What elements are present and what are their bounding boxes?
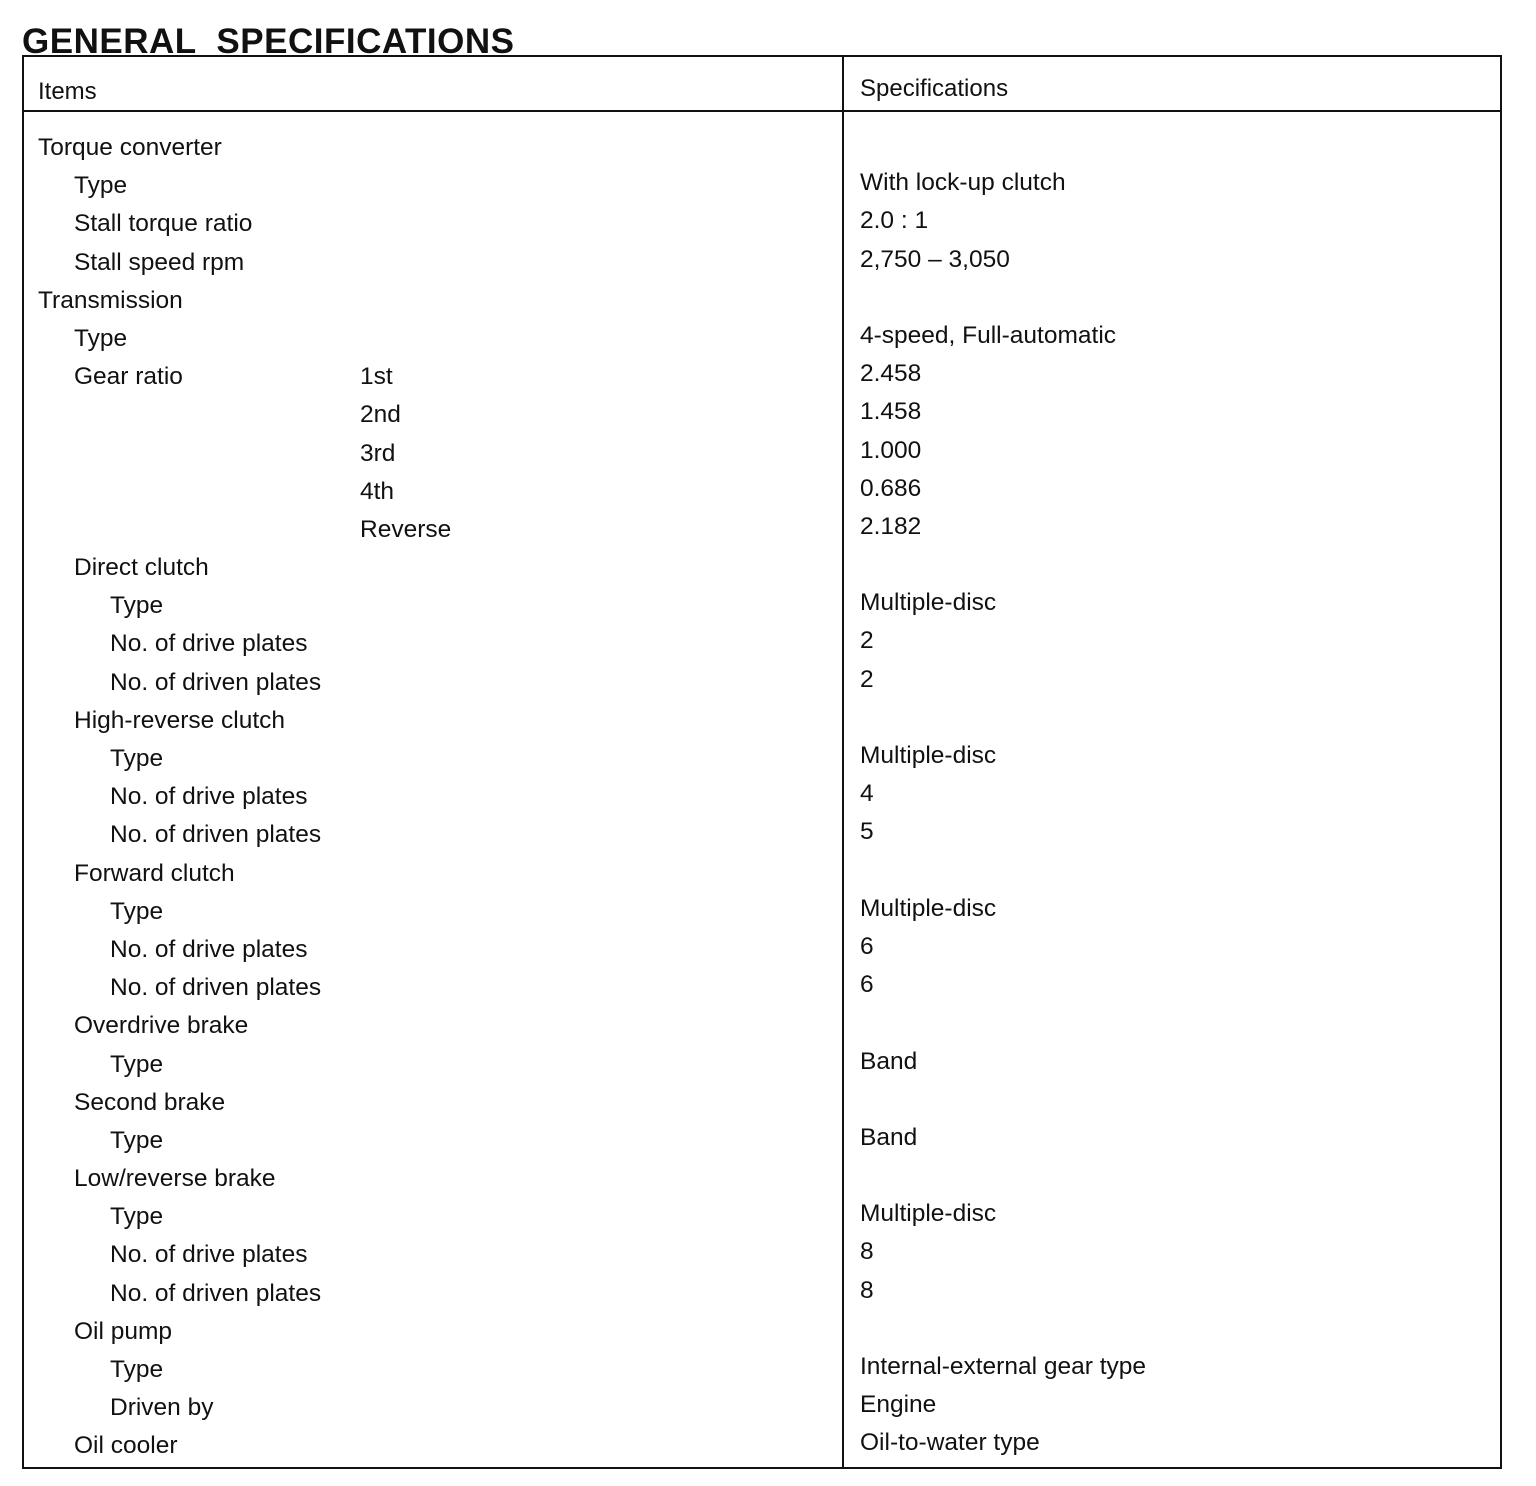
row-item-label: Type <box>110 592 164 620</box>
table-row <box>24 1275 1500 1313</box>
table-row <box>24 205 1500 243</box>
table-row <box>24 396 1500 434</box>
table-row <box>24 740 1500 778</box>
table-row <box>24 969 1500 1007</box>
row-spec-value: Oil-to-water type <box>860 1429 1040 1457</box>
table-row <box>24 129 1500 167</box>
row-item-label: Type <box>110 745 164 772</box>
row-spec-value: 4-speed, Full-automatic <box>860 321 1117 349</box>
row-sub-label: 2nd <box>360 401 401 429</box>
page-title: GENERAL SPECIFICATIONS <box>22 22 515 61</box>
column-header-items: Items <box>38 78 97 105</box>
row-item-label: No. of drive plates <box>110 630 308 658</box>
table-row <box>24 664 1500 702</box>
row-item-label: No. of driven plates <box>110 821 322 849</box>
row-sub-label: 4th <box>360 477 395 505</box>
row-spec-value: Multiple-disc <box>860 894 997 922</box>
table-row <box>24 778 1500 816</box>
table-row <box>24 473 1500 511</box>
table-row <box>24 1427 1500 1465</box>
table-row <box>24 435 1500 473</box>
table-row <box>24 855 1500 893</box>
table-row <box>24 282 1500 320</box>
table-row <box>24 816 1500 854</box>
row-spec-value: 2.0 : 1 <box>860 207 929 235</box>
table-row <box>24 625 1500 663</box>
table-row <box>24 358 1500 396</box>
table-row <box>24 1313 1500 1351</box>
row-item-label: Type <box>74 172 128 200</box>
row-spec-value: 2,750 – 3,050 <box>860 245 1010 273</box>
row-spec-value: Multiple-disc <box>860 1200 997 1228</box>
table-row <box>24 549 1500 587</box>
row-sub-label: 1st <box>360 363 393 391</box>
row-item-label: No. of driven plates <box>110 974 322 1002</box>
row-item-label: Oil cooler <box>74 1432 178 1460</box>
row-spec-value: 0.686 <box>860 474 922 502</box>
header-divider <box>24 110 1500 112</box>
row-spec-value: 4 <box>860 780 874 808</box>
row-spec-value: 2 <box>860 665 874 693</box>
table-row <box>24 511 1500 549</box>
row-spec-value: Engine <box>860 1391 937 1419</box>
row-item-label: Stall torque ratio <box>74 210 253 238</box>
row-item-label: Overdrive brake <box>74 1012 249 1040</box>
row-spec-value: Multiple-disc <box>860 589 997 617</box>
table-row <box>24 1160 1500 1198</box>
table-row <box>24 1389 1500 1427</box>
row-spec-value: 5 <box>860 818 874 846</box>
row-item-label: Forward clutch <box>74 859 235 887</box>
row-item-label: Stall speed rpm <box>74 248 245 276</box>
row-item-label: Second brake <box>74 1088 226 1116</box>
row-item-label: Transmission <box>38 286 183 314</box>
row-item-label: No. of drive plates <box>110 783 308 811</box>
row-spec-value: 8 <box>860 1238 874 1266</box>
table-row <box>24 1046 1500 1084</box>
table-row <box>24 1007 1500 1045</box>
row-spec-value: 1.000 <box>860 436 922 464</box>
table-row <box>24 931 1500 969</box>
row-item-label: No. of driven plates <box>110 668 322 696</box>
row-spec-value: 6 <box>860 932 874 960</box>
row-item-label: Direct clutch <box>74 554 209 582</box>
table-row <box>24 244 1500 282</box>
spec-rows <box>24 129 1500 1466</box>
table-row <box>24 1198 1500 1236</box>
row-spec-value: Band <box>860 1123 918 1151</box>
row-sub-label: Reverse <box>360 515 452 543</box>
table-row <box>24 1351 1500 1389</box>
table-row <box>24 320 1500 358</box>
row-spec-value: 2.182 <box>860 512 922 540</box>
row-item-label: Driven by <box>110 1394 214 1422</box>
table-row <box>24 893 1500 931</box>
row-item-label: No. of drive plates <box>110 935 308 963</box>
row-item-label: No. of driven plates <box>110 1279 322 1307</box>
row-spec-value: Internal-external gear type <box>860 1353 1146 1380</box>
row-item-label: Type <box>110 1126 164 1154</box>
row-item-label: Type <box>110 897 164 925</box>
table-row <box>24 167 1500 205</box>
row-item-label: Torque converter <box>38 134 222 161</box>
row-spec-value: With lock-up clutch <box>860 169 1066 197</box>
row-spec-value: Band <box>860 1047 918 1075</box>
row-sub-label: 3rd <box>360 439 396 467</box>
row-item-label: Type <box>110 1203 164 1231</box>
table-row <box>24 1122 1500 1160</box>
table-row <box>24 702 1500 740</box>
row-item-label: No. of drive plates <box>110 1241 308 1269</box>
row-item-label: Low/reverse brake <box>74 1165 276 1193</box>
row-item-label: High-reverse clutch <box>74 706 286 734</box>
column-header-specifications: Specifications <box>860 75 1009 102</box>
row-item-label: Type <box>110 1356 164 1383</box>
row-spec-value: 8 <box>860 1276 874 1304</box>
row-spec-value: 6 <box>860 971 874 999</box>
table-row <box>24 587 1500 625</box>
row-spec-value: 2 <box>860 627 874 655</box>
row-spec-value: Multiple-disc <box>860 742 997 769</box>
row-item-label: Type <box>110 1050 164 1078</box>
table-row <box>24 1236 1500 1274</box>
row-item-label: Gear ratio <box>74 363 183 391</box>
row-item-label: Oil pump <box>74 1317 173 1345</box>
spec-table <box>22 55 1502 1469</box>
row-spec-value: 1.458 <box>860 398 922 426</box>
row-item-label: Type <box>74 324 128 352</box>
row-spec-value: 2.458 <box>860 360 922 388</box>
table-row <box>24 1084 1500 1122</box>
